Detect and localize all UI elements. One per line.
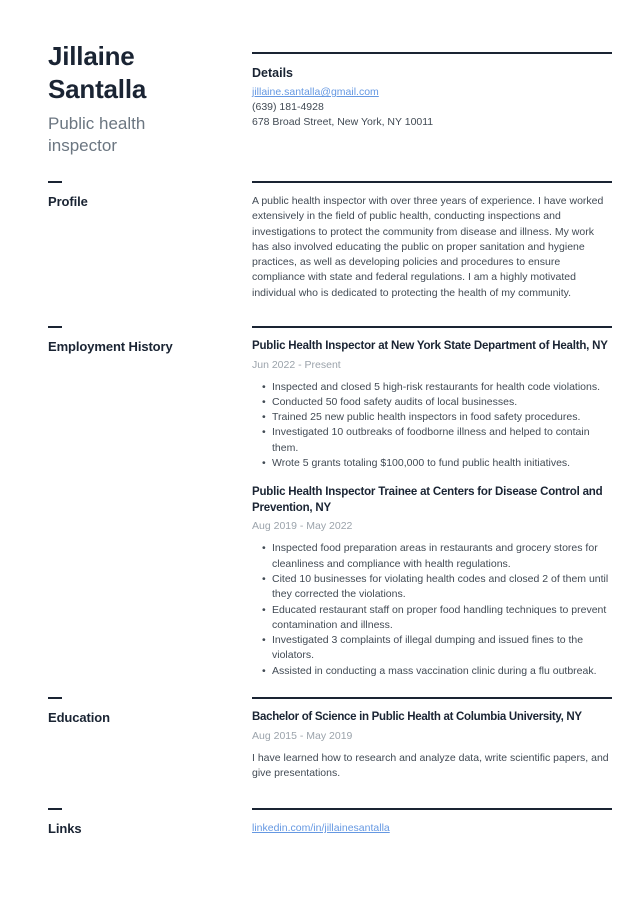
bullet-text: Cited 10 businesses for violating health codes and closed 2 of them until they corrected the violations.	[272, 572, 609, 601]
degree-title: Bachelor of Science in Public Health at Columbia University, NY	[252, 711, 582, 724]
profile-rule	[252, 181, 612, 183]
links-rule	[252, 808, 612, 810]
bullet-item	[252, 456, 612, 471]
bullet-item	[252, 380, 612, 395]
bullet-icon	[262, 572, 272, 603]
bullet-item	[252, 603, 612, 634]
bullet-text: Inspected and closed 5 high-risk restaurants for health code violations.	[272, 380, 601, 393]
bullet-icon	[262, 664, 272, 679]
bullet-item	[252, 664, 612, 679]
bullet-text: Conducted 50 food safety audits of local businesses.	[272, 395, 518, 408]
bullet-icon	[262, 395, 272, 410]
education-label: Education	[48, 710, 110, 726]
job-bullet-list	[252, 380, 612, 472]
bullet-item	[252, 541, 612, 572]
profile-dash	[48, 181, 62, 183]
job-entry	[252, 485, 612, 679]
job-bullet-list	[252, 541, 612, 679]
bullet-text: Educated restaurant staff on proper food handling techniques to prevent contamination and illness.	[272, 603, 607, 631]
employment-label: Employment History	[48, 339, 173, 355]
linkedin-row	[252, 821, 612, 836]
bullet-text: Trained 25 new public health inspectors in food safety procedures.	[272, 411, 581, 424]
employment-section	[48, 326, 612, 679]
job-title: Public Health Inspector at New York State Department of Health, NY	[252, 340, 608, 353]
header	[48, 40, 612, 157]
profile-label-block	[48, 181, 252, 301]
name-block	[48, 40, 252, 157]
bullet-item	[252, 572, 612, 603]
bullet-icon	[262, 425, 272, 456]
address: 678 Broad Street, New York, NY 10011	[252, 116, 434, 128]
email-link[interactable]: jillaine.santalla@gmail.com	[252, 86, 379, 98]
bullet-text: Investigated 3 complaints of illegal dumping and issued fines to the violators.	[272, 634, 584, 662]
links-section	[48, 808, 612, 837]
education-label-block	[48, 697, 252, 781]
education-text: I have learned how to research and analyze data, write scientific papers, and give presentations.	[252, 751, 609, 779]
education-dash	[48, 697, 62, 699]
employment-label-block	[48, 326, 252, 679]
links-dash	[48, 808, 62, 810]
education-dates: Aug 2015 - May 2019	[252, 729, 353, 742]
bullet-icon	[262, 541, 272, 572]
education-body	[252, 697, 612, 781]
links-label-block	[48, 808, 252, 837]
details-heading: Details	[252, 66, 293, 80]
person-job-title: Public health inspector	[48, 114, 146, 155]
education-rule	[252, 697, 612, 699]
bullet-item	[252, 425, 612, 456]
job-dates: Jun 2022 - Present	[252, 358, 341, 371]
profile-section	[48, 181, 612, 301]
bullet-icon	[262, 410, 272, 425]
profile-label: Profile	[48, 194, 88, 209]
employment-rule	[252, 326, 612, 328]
links-body	[252, 808, 612, 837]
bullet-item	[252, 410, 612, 425]
bullet-item	[252, 395, 612, 410]
person-name: Jillaine Santalla	[48, 41, 147, 104]
employment-body	[252, 326, 612, 679]
details-rule	[252, 52, 612, 54]
bullet-icon	[262, 633, 272, 664]
employment-dash	[48, 326, 62, 328]
bullet-text: Wrote 5 grants totaling $100,000 to fund public health initiatives.	[272, 457, 571, 470]
linkedin-link[interactable]: linkedin.com/in/jillainesantalla	[252, 822, 390, 835]
job-entry	[252, 339, 612, 471]
bullet-text: Assisted in conducting a mass vaccination clinic during a flu outbreak.	[272, 664, 597, 677]
education-section	[48, 697, 612, 781]
bullet-item	[252, 633, 612, 664]
bullet-icon	[262, 603, 272, 634]
profile-text: A public health inspector with over three years of experience. I have worked extensively in the field of public health, conducting inspections and investigations to protect the community from disease and illness. My work has also involved educating the public on proper sanitation and hygiene practices, as well as developing policies and procedures to ensure compliance with state and federal regulations. I am a highly motivated individual who is dedicated to protecting the health of my community.	[252, 195, 604, 299]
bullet-text: Investigated 10 outbreaks of foodborne illness and helped to contain them.	[272, 426, 590, 454]
phone-number: (639) 181-4928	[252, 101, 324, 113]
bullet-icon	[262, 456, 272, 471]
links-label: Links	[48, 821, 82, 837]
job-title: Public Health Inspector Trainee at Centers for Disease Control and Prevention, NY	[252, 486, 603, 514]
profile-body	[252, 181, 612, 301]
bullet-icon	[262, 380, 272, 395]
job-dates: Aug 2019 - May 2022	[252, 520, 353, 533]
email-row	[252, 85, 612, 100]
bullet-text: Inspected food preparation areas in restaurants and grocery stores for cleanliness and compliance with health regulations.	[272, 542, 598, 570]
details-section	[252, 52, 612, 157]
